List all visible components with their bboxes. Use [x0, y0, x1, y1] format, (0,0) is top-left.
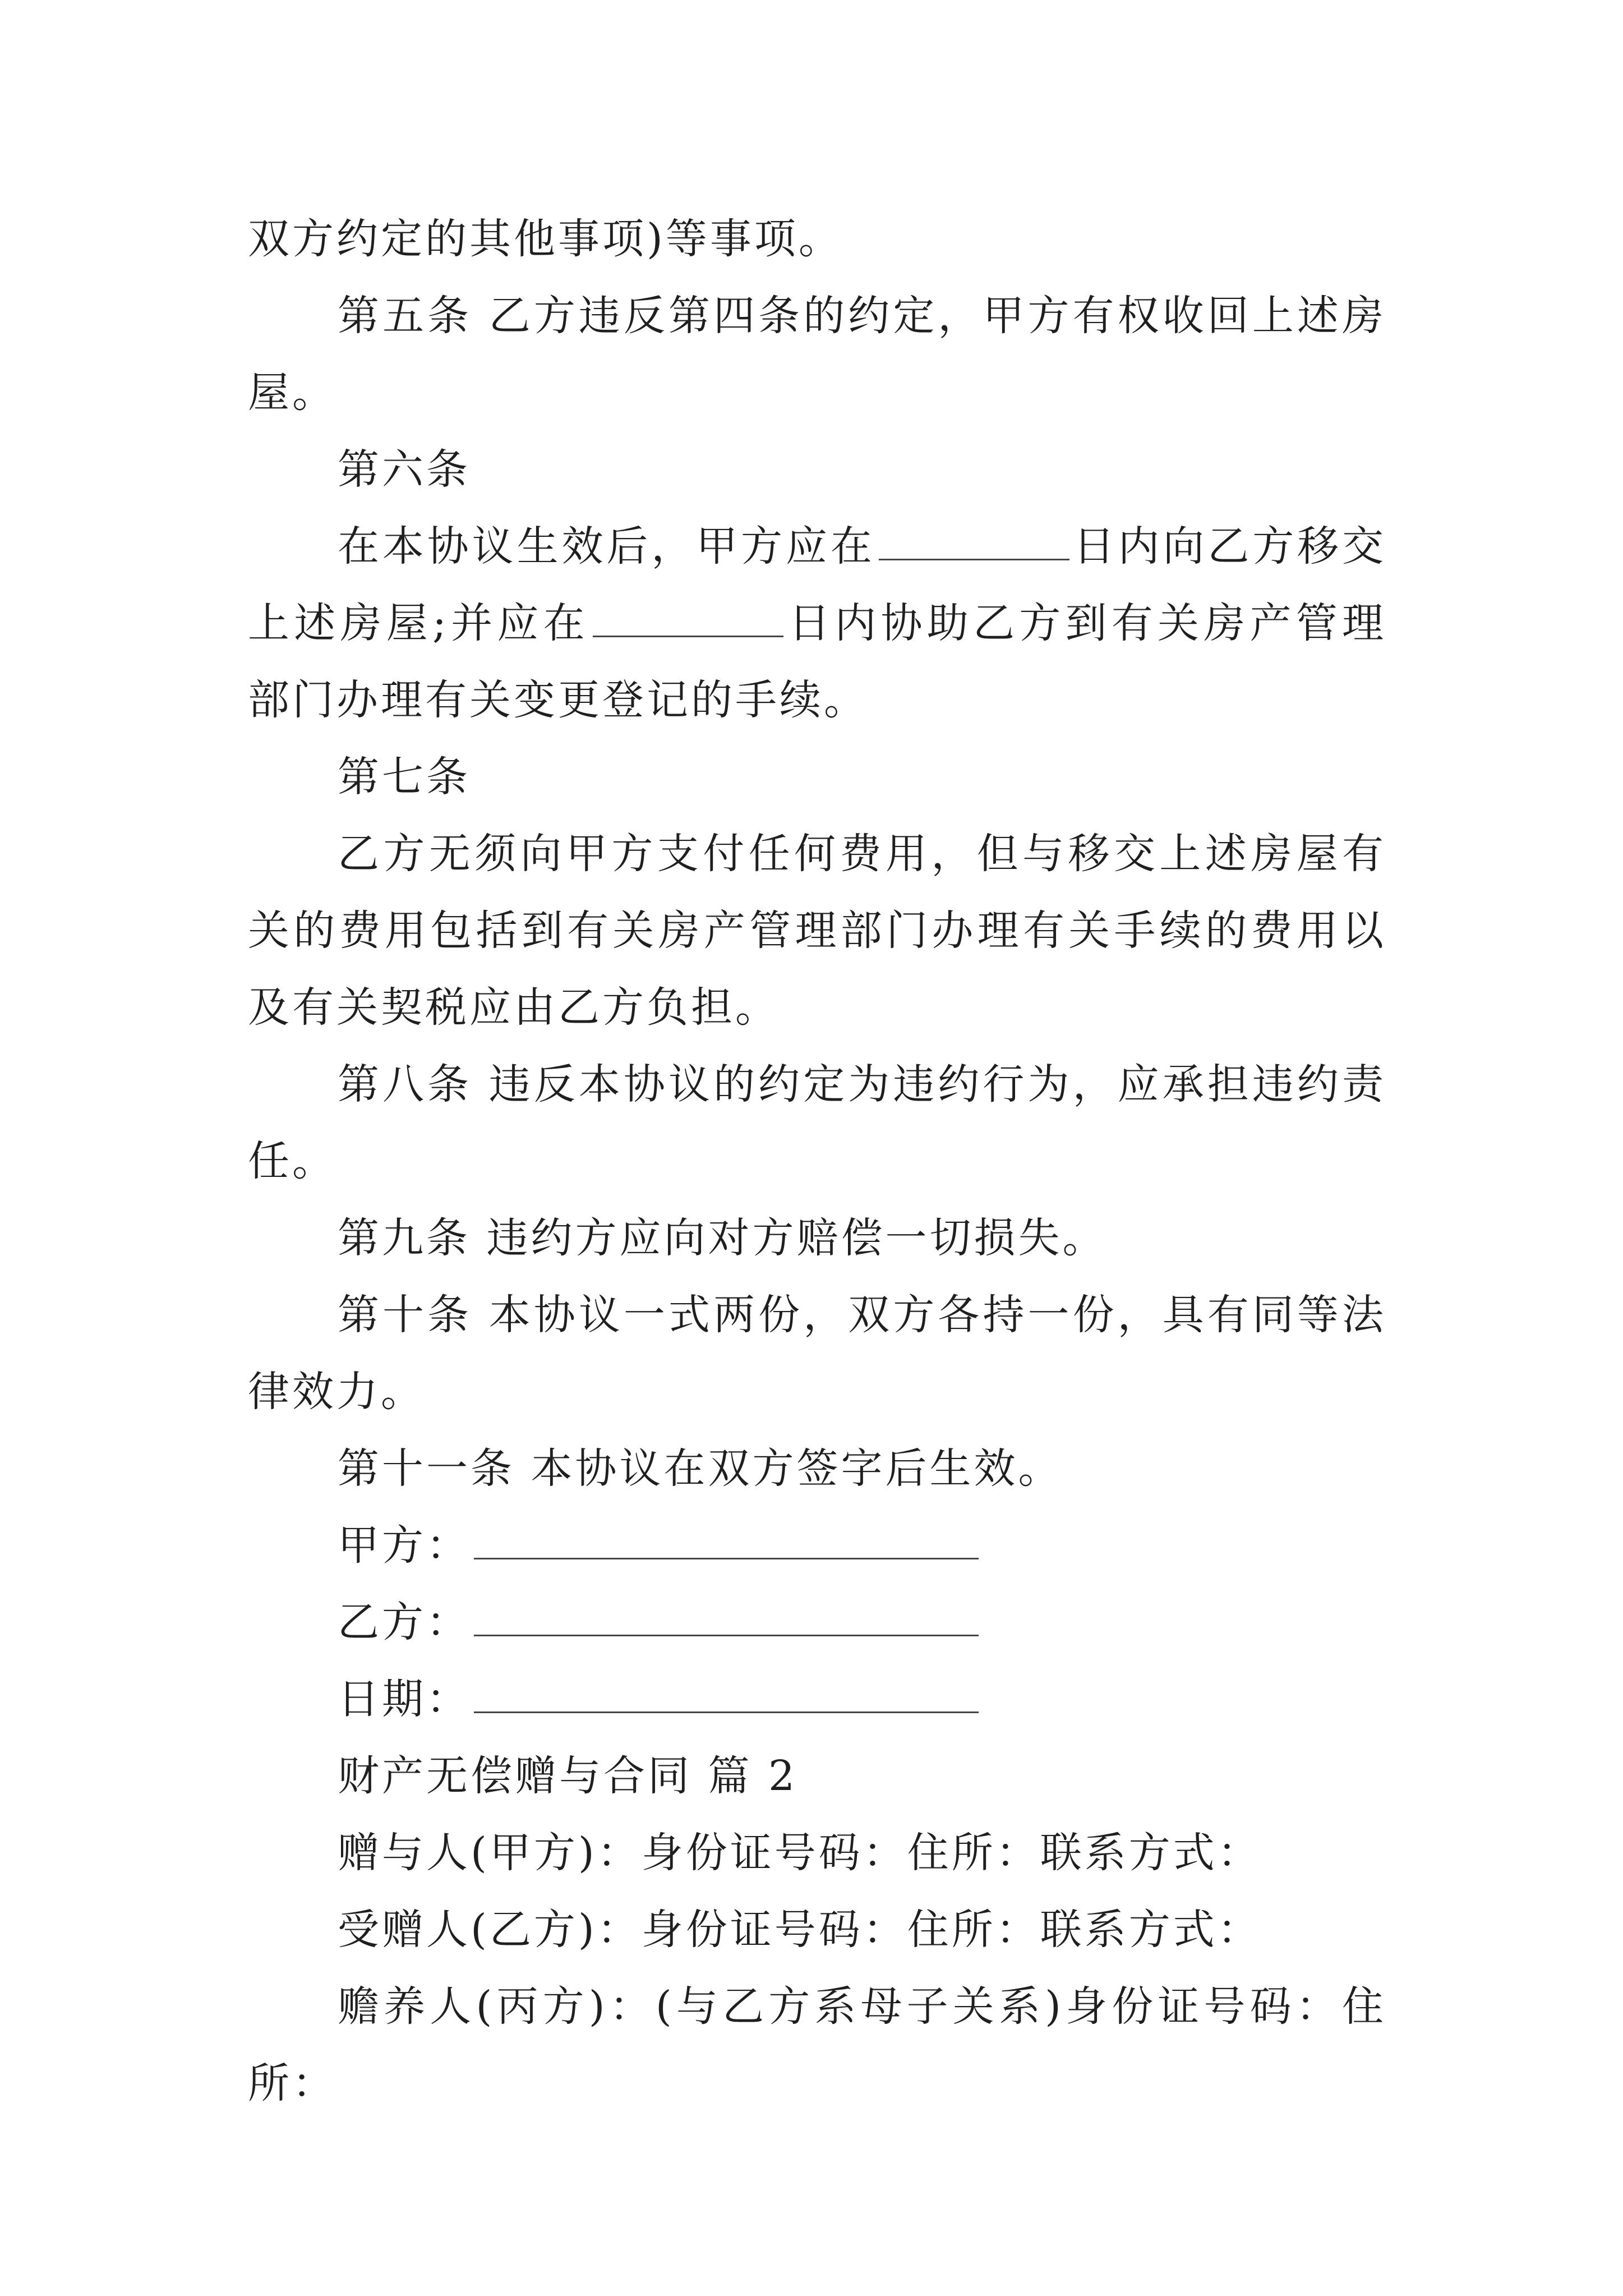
- donor-info: 赠与人(甲方)：身份证号码：住所：联系方式：: [338, 1829, 1262, 1877]
- signature-date-label: 日期：: [338, 1675, 471, 1723]
- article-6-heading: 第六条: [338, 445, 471, 494]
- paragraph-continuation: 双方约定的其他事项)等事项。: [248, 215, 843, 263]
- signature-date-line[interactable]: [474, 1678, 979, 1713]
- fill-blank-days-registration[interactable]: [593, 602, 783, 637]
- signature-party-a: [248, 1507, 1386, 1584]
- article-11: 第十一条 本协议在双方签字后生效。: [338, 1444, 1063, 1493]
- fill-blank-days-handover[interactable]: [879, 525, 1069, 560]
- signature-party-b-line[interactable]: [474, 1601, 979, 1636]
- donee-info: 受赠人(乙方)：身份证号码：住所：联系方式：: [338, 1906, 1262, 1954]
- signature-party-a-line[interactable]: [474, 1524, 979, 1559]
- signature-party-b-label: 乙方：: [338, 1598, 471, 1646]
- article-9: 第九条 违约方应向对方赔偿一切损失。: [338, 1214, 1107, 1262]
- article-6-body: [248, 508, 1386, 739]
- supported-party-info: 赡养人(丙方)：(与乙方系母子关系)身份证号码：住所：: [248, 1982, 1386, 2108]
- article-6-text-3: 日内协助乙方到有关房产管理部门办理有关变更登记的手续。: [248, 599, 1386, 724]
- article-10: 第十条 本协议一式两份，双方各持一份，具有同等法律效力。: [248, 1291, 1386, 1416]
- article-6-text-1: 在本协议生效后，甲方应在: [338, 522, 875, 570]
- signature-party-a-label: 甲方：: [338, 1521, 471, 1570]
- document-body: [248, 201, 1386, 2122]
- signature-date: [248, 1661, 1386, 1738]
- article-6-text-2: 日内向乙方移交上述房屋;并应在: [248, 522, 1387, 647]
- article-7-body: 乙方无须向甲方支付任何费用，但与移交上述房屋有关的费用包括到有关房产管理部门办理有关手续的费用以及有关契税应由乙方负担。: [248, 830, 1386, 1032]
- article-7-heading: 第七条: [338, 753, 471, 801]
- article-5: 第五条 乙方违反第四条的约定，甲方有权收回上述房屋。: [248, 292, 1386, 417]
- article-8: 第八条 违反本协议的约定为违约行为，应承担违约责任。: [248, 1060, 1386, 1185]
- signature-party-b: [248, 1584, 1386, 1661]
- section-2-title: 财产无偿赠与合同 篇 2: [338, 1752, 798, 1800]
